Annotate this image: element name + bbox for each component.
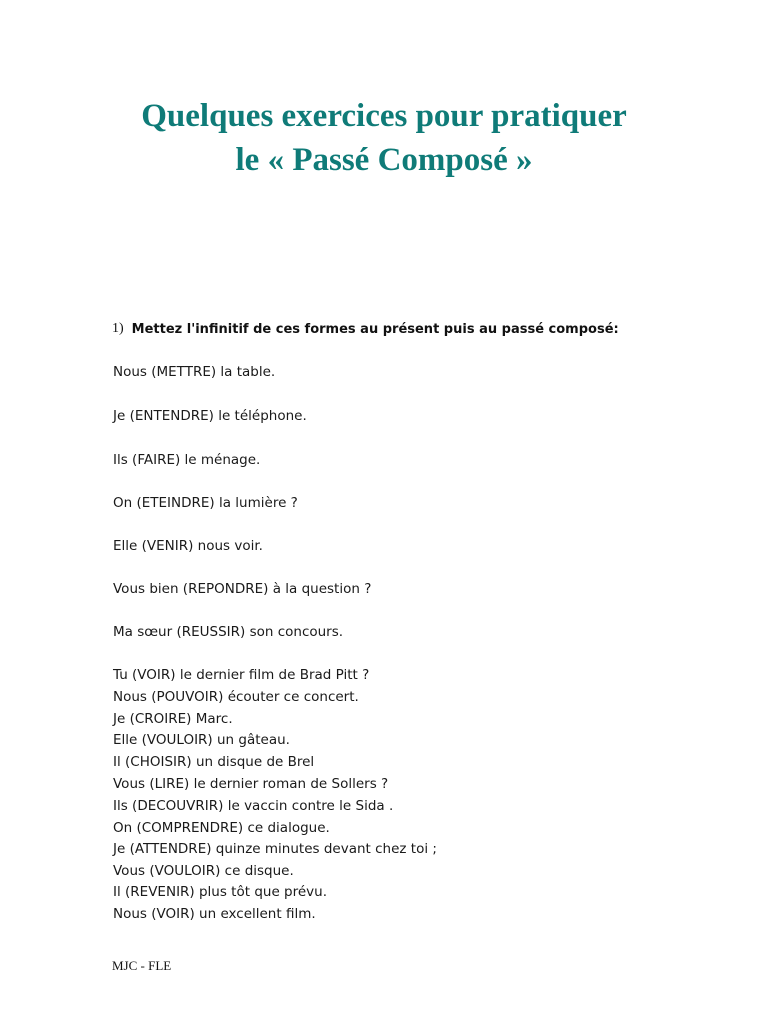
document-title-line-2: le « Passé Composé » [235,142,533,178]
exercise-sentence: Il (CHOISIR) un disque de Brel [113,754,315,770]
exercise-sentence: Ma sœur (REUSSIR) son concours. [113,624,344,640]
exercise-sentence: Elle (VENIR) nous voir. [113,538,263,554]
exercise-sentence: Nous (POUVOIR) écouter ce concert. [113,689,359,705]
page-footer: MJC - FLE [112,958,172,973]
exercise-sentence: Je (ENTENDRE) le téléphone. [113,408,307,424]
exercise-sentence: Je (ATTENDRE) quinze minutes devant chez toi ; [113,841,437,857]
exercise-sentence: Tu (VOIR) le dernier film de Brad Pitt ? [113,667,370,683]
exercise-sentence: Nous (METTRE) la table. [113,364,276,380]
exercise-sentence: Ils (FAIRE) le ménage. [113,452,261,468]
exercise-instruction [112,318,619,340]
exercise-sentence: Vous (VOULOIR) ce disque. [113,863,294,879]
exercise-sentence: On (COMPRENDRE) ce dialogue. [113,820,330,836]
exercise-sentence: Vous bien (REPONDRE) à la question ? [113,581,372,597]
exercise-sentence: Ils (DECOUVRIR) le vaccin contre le Sida . [113,798,394,814]
exercise-sentence: On (ETEINDRE) la lumière ? [113,495,298,511]
exercise-number: 1) [112,321,124,336]
exercise-sentence: Je (CROIRE) Marc. [113,711,233,727]
document-title-line-1: Quelques exercices pour pratiquer [141,98,627,134]
exercise-sentence: Il (REVENIR) plus tôt que prévu. [113,884,328,900]
exercise-sentence: Elle (VOULOIR) un gâteau. [113,732,290,748]
exercise-instruction-text: Mettez l'infinitif de ces formes au présent puis au passé composé: [131,321,619,337]
exercise-sentence: Nous (VOIR) un excellent film. [113,906,316,922]
exercise-sentence: Vous (LIRE) le dernier roman de Sollers ? [113,776,389,792]
